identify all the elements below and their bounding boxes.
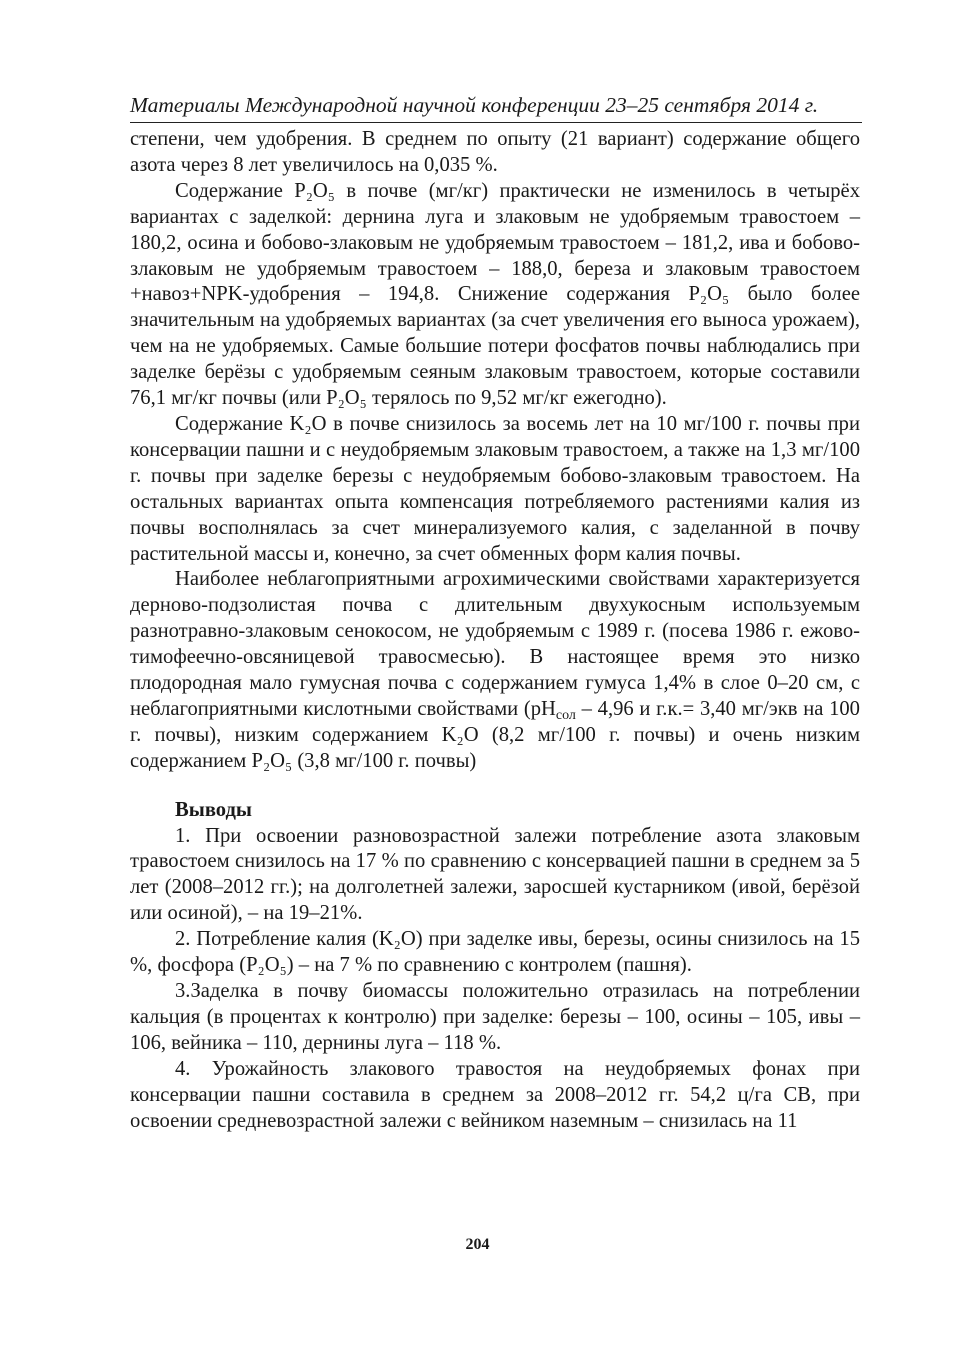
paragraph-potassium: Содержание K₂O в почве снизилось за восемь лет на 10 мг/100 г. почвы при консервации пашни и с неудобряемым злаковым травостоем, а также на 1,3 мг/100 г. почвы при заделке березы с неудобряемым бобово-злаковым травостоем. На остальных вариантах опыта компенсация потребляемого растениями калия из почвы восполнялась за счет минерализуемого калия, с заделанной в почву растительной массы и, конечно, за счет обменных форм калия почвы. (130, 412, 860, 565)
header-divider (130, 122, 862, 123)
conclusion-item: 3.Заделка в почву биомассы положительно отразилась на потреблении кальция (в процентах к контролю) при заделке: березы – 100, осины – 105, ивы – 106, вейника – 110, дернины луга – 118 %. (130, 980, 860, 1054)
document-body (130, 127, 860, 1134)
paragraph-phosphorus: Содержание P₂O₅ в почве (мг/кг) практически не изменилось в четырёх вариантах с заделкой: дернина луга и злаковым не удобряемым травостоем – 180,2, осина и бобово-злаковым не удобряемым травостоем – 181,2, ива и бобово-злаковым не удобряемым травостоем – 188,0, береза и злаковым травостоем +навоз+NPK-удобрения – 194,8. Снижение содержания P₂O₅ было более значительным на удобряемых вариантах (за счет увеличения его выноса урожаем), чем на не удобряемых. Самые большие потери фосфатов почвы наблюдались при заделке берёзы с удобряемым сеяным злаковым травостоем, которые составили 76,1 мг/кг почвы (или P₂O₅ терялось по 9,52 мг/кг ежегодно). (130, 179, 860, 410)
page-number: 204 (465, 1236, 490, 1253)
paragraph-soil-properties: Наиболее неблагоприятными агрохимическими свойствами характеризуется дерново-подзолистая почва с длительным двухукосным используемым разнотравно-злаковым сенокосом, не удобряемым с 1989 г. (посева 1986 г. ежово-тимофеечно-овсяницевой травосмесью). В настоящее время это низко плодородная мало гумусная почва с содержанием гумуса 1,4% в слое 0–20 см, с неблагоприятными кислотными свойствами (pHсол – 4,96 и г.к.= 3,40 мг/экв на 100 г. почвы), низким содержанием K₂O (8,2 мг/100 г. почвы) и очень низким содержанием P₂O₅ (3,8 мг/100 г. почвы) (130, 568, 860, 772)
conclusions-heading: Выводы (175, 798, 252, 821)
subscript-sol: сол (555, 707, 576, 723)
running-header: Материалы Международной научной конференции 23–25 сентября 2014 г. (130, 93, 819, 117)
conclusion-item: 4. Урожайность злакового травостоя на неудобряемых фонах при консервации пашни составила в среднем за 2008–2012 гг. 54,2 ц/га СВ, при освоении средневозрастной залежи с вейником наземным – снизилась на 11 (130, 1057, 860, 1132)
conclusion-item: 1. При освоении разновозрастной залежи потребление азота злаковым травостоем снизилось на 17 % по сравнению с консервацией пашни в среднем за 5 лет (2008–2012 гг.); на долголетней залежи, заросшей кустарником (ивой, берёзой или осиной), – на 19–21%. (130, 824, 860, 925)
paragraph-continuation: степени, чем удобрения. В среднем по опыту (21 вариант) содержание общего азота через 8 лет увеличилось на 0,035 %. (130, 128, 860, 176)
conclusion-item: 2. Потребление калия (K₂O) при заделке ивы, березы, осины снизилось на 15 %, фосфора (P₂O₅) – на 7 % по сравнению с контролем (пашня). (130, 928, 860, 977)
